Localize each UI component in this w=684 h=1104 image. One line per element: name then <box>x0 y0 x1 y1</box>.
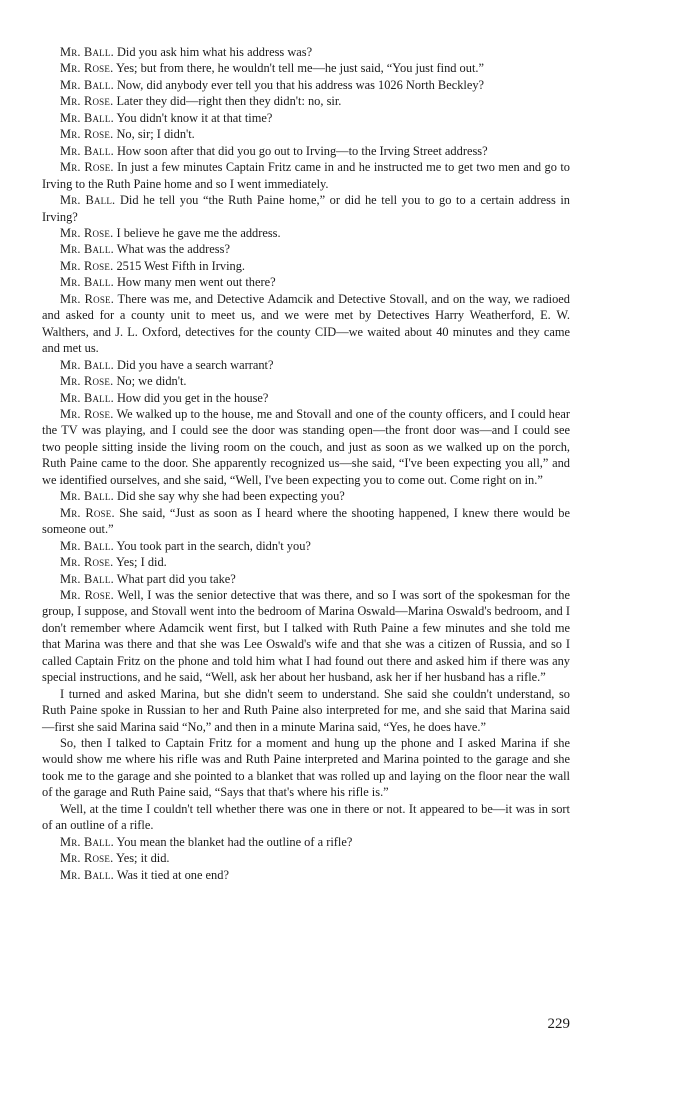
speaker-name: Mr. Rose. <box>60 587 114 602</box>
testimony-text: There was me, and Detective Adamcik and Detective Stovall, and on the way, we radioed and asked for a county unit to meet us, and we were met by Detectives Harry Weatherford, E. W. Walthers, and J. L. Oxford, detectives for the county CID—we waited about 40 minutes and they came and met us. <box>42 291 570 356</box>
speaker-name: Mr. Rose. <box>60 851 114 866</box>
speaker-name: Mr. Rose. <box>60 406 114 421</box>
testimony-text: She said, “Just as soon as I heard where the shooting happened, I knew there would be someone out.” <box>42 505 570 537</box>
testimony-paragraph <box>42 143 570 159</box>
page-number: 229 <box>547 1016 570 1032</box>
speaker-name: Mr. Ball. <box>60 390 114 405</box>
testimony-paragraph <box>42 373 570 389</box>
testimony-text: How soon after that did you go out to Irving—to the Irving Street address? <box>113 143 488 158</box>
speaker-name: Mr. Rose. <box>60 555 114 570</box>
testimony-text: How many men went out there? <box>113 275 276 290</box>
testimony-paragraph <box>42 686 570 735</box>
speaker-name: Mr. Rose. <box>60 61 114 76</box>
speaker-name: Mr. Rose. <box>60 505 115 520</box>
speaker-name: Mr. Rose. <box>60 160 114 175</box>
testimony-paragraph <box>42 390 570 406</box>
testimony-text: Now, did anybody ever tell you that his address was 1026 North Beckley? <box>113 77 485 92</box>
testimony-paragraph <box>42 274 570 290</box>
testimony-text: Did you ask him what his address was? <box>113 45 313 59</box>
testimony-paragraph <box>42 110 570 126</box>
speaker-name: Mr. Ball. <box>60 110 114 125</box>
testimony-paragraph <box>42 357 570 373</box>
testimony-paragraph <box>42 126 570 142</box>
testimony-text: We walked up to the house, me and Stovall and one of the county officers, and I could hear the TV was playing, and I could see the door was standing open—the front door was—and I could see two people sitting inside the living room on the couch, and just as soon as we walked up on the porch, Ruth Paine came to the door. She apparently recognized us—she said, “I've been expecting you all,” and we identified ourselves, and she said, “Well, I've been expecting you to come out. Come right on in.” <box>42 406 570 487</box>
testimony-paragraph <box>42 241 570 257</box>
speaker-name: Mr. Ball. <box>60 275 114 290</box>
testimony-paragraph <box>42 44 570 60</box>
testimony-paragraph <box>42 554 570 570</box>
testimony-paragraph <box>42 406 570 488</box>
testimony-text: Was it tied at one end? <box>113 867 229 882</box>
speaker-name: Mr. Ball. <box>60 538 114 553</box>
testimony-paragraph <box>42 735 570 801</box>
testimony-text: Well, at the time I couldn't tell whether there was one in there or not. It appeared to be—it was in sort of an outline of a rifle. <box>42 801 570 833</box>
testimony-text: Did she say why she had been expecting you? <box>113 489 345 504</box>
testimony-paragraph <box>42 291 570 357</box>
speaker-name: Mr. Rose. <box>60 94 114 109</box>
testimony-text: Yes; but from there, he wouldn't tell me—he just said, “You just find out.” <box>113 61 484 76</box>
speaker-name: Mr. Ball. <box>60 357 114 372</box>
testimony-paragraph <box>42 258 570 274</box>
testimony-paragraph <box>42 801 570 834</box>
testimony-paragraph <box>42 93 570 109</box>
testimony-paragraph <box>42 192 570 225</box>
testimony-paragraph <box>42 867 570 883</box>
speaker-name: Mr. Ball. <box>60 834 114 849</box>
testimony-text: Well, I was the senior detective that was there, and so I was sort of the spokesman for the group, I suppose, and Stovall went into the bedroom of Marina Oswald—Marina Oswald's bedroom, and I don't remember where Adamcik went first, but I talked with Ruth Paine a few minutes and she told me that Marina was there and that she was Lee Oswald's wife and that she was a citizen of Russia, and so I called Captain Fritz on the phone and told him what I had found out there and asked him if there was any special instructions, and he said, “Well, ask her about her husband, ask her if her husband has a rifle.” <box>42 587 570 685</box>
speaker-name: Mr. Ball. <box>60 489 114 504</box>
testimony-paragraph <box>42 488 570 504</box>
testimony-text: I believe he gave me the address. <box>113 225 281 240</box>
testimony-paragraph <box>42 225 570 241</box>
testimony-paragraph <box>42 77 570 93</box>
speaker-name: Mr. Rose. <box>60 225 114 240</box>
speaker-name: Mr. Ball. <box>60 242 114 257</box>
speaker-name: Mr. Rose. <box>60 127 114 142</box>
testimony-text: No, sir; I didn't. <box>113 127 195 142</box>
testimony-text: Did he tell you “the Ruth Paine home,” or did he tell you to go to a certain address in Irving? <box>42 193 570 224</box>
transcript-page <box>42 44 570 883</box>
speaker-name: Mr. Rose. <box>60 291 115 306</box>
speaker-name: Mr. Ball. <box>60 867 114 882</box>
testimony-text: You took part in the search, didn't you? <box>113 538 311 553</box>
testimony-text: What was the address? <box>113 242 230 257</box>
testimony-text: In just a few minutes Captain Fritz came in and he instructed me to get two men and go to Irving to the Ruth Paine home and so I went immediately. <box>42 160 570 191</box>
testimony-paragraph <box>42 538 570 554</box>
testimony-paragraph <box>42 60 570 76</box>
testimony-paragraph <box>42 571 570 587</box>
testimony-text: What part did you take? <box>113 571 236 586</box>
speaker-name: Mr. Ball. <box>60 193 116 208</box>
speaker-name: Mr. Rose. <box>60 374 114 389</box>
testimony-paragraph <box>42 159 570 192</box>
speaker-name: Mr. Ball. <box>60 77 114 92</box>
speaker-name: Mr. Rose. <box>60 258 114 273</box>
testimony-text: Later they did—right then they didn't: no, sir. <box>113 94 342 109</box>
testimony-text: You didn't know it at that time? <box>113 110 273 125</box>
speaker-name: Mr. Ball. <box>60 143 114 158</box>
testimony-text: You mean the blanket had the outline of a rifle? <box>113 834 353 849</box>
testimony-text: Yes; I did. <box>113 555 167 570</box>
testimony-text: So, then I talked to Captain Fritz for a moment and hung up the phone and I asked Marina if she would show me where his rifle was and Ruth Paine interpreted and Marina pointed to the garage and she took me to the garage and she pointed to a blanket that was rolled up and laying on the floor near the wall of the garage and Ruth Paine said, “Says that that's where his rifle is.” <box>42 736 570 800</box>
testimony-text: I turned and asked Marina, but she didn't seem to understand. She said she couldn't understand, so Ruth Paine spoke in Russian to her and Ruth Paine also interpreted for me, and she said that Marina said—first she said Marina said “No,” and then in a minute Marina said, “Yes, he does have.” <box>42 686 570 734</box>
testimony-text: 2515 West Fifth in Irving. <box>113 258 246 273</box>
testimony-text: Yes; it did. <box>113 851 170 866</box>
testimony-text: No; we didn't. <box>113 374 187 389</box>
testimony-text: How did you get in the house? <box>113 390 269 405</box>
testimony-paragraph <box>42 850 570 866</box>
speaker-name: Mr. Ball. <box>60 45 114 59</box>
testimony-paragraph <box>42 834 570 850</box>
testimony-paragraph <box>42 505 570 538</box>
testimony-paragraph <box>42 587 570 686</box>
speaker-name: Mr. Ball. <box>60 571 114 586</box>
testimony-text: Did you have a search warrant? <box>113 357 274 372</box>
